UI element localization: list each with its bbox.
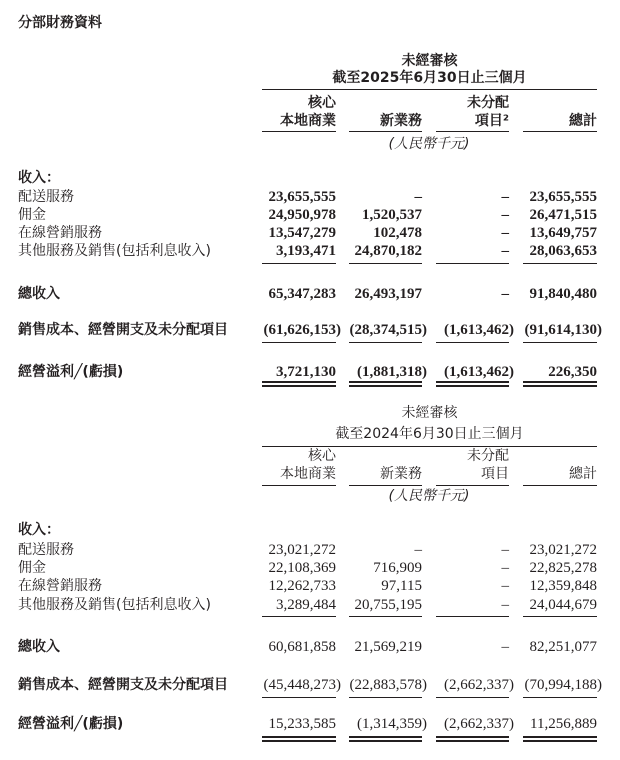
total-double-underline <box>436 381 509 387</box>
revenue-row-value: 22,108,369 <box>268 560 336 576</box>
total-revenue-row-value: 21,569,219 <box>354 639 422 655</box>
revenue-row-value: 26,471,515 <box>529 207 597 223</box>
revenue-row-value: – <box>414 189 422 205</box>
column-header-line1: 核心 <box>308 448 336 464</box>
column-header-line2: 新業務 <box>380 113 422 129</box>
total-revenue-row-value: – <box>501 639 509 655</box>
revenue-row-value: – <box>501 207 509 223</box>
revenue-row-value: 22,825,278 <box>529 560 597 576</box>
column-header-underline <box>436 485 509 486</box>
total-double-underline <box>262 736 336 742</box>
revenue-row-value: 23,021,272 <box>529 542 597 558</box>
subtotal-underline <box>436 616 509 617</box>
subtotal-underline <box>262 263 336 264</box>
operating-profit-row-value: 15,233,585 <box>268 716 336 732</box>
total-double-underline <box>523 736 597 742</box>
revenue-row-value: – <box>501 597 509 613</box>
revenue-row-value: 24,044,679 <box>529 597 597 613</box>
operating-profit-row-value: 11,256,889 <box>530 716 597 732</box>
costs-row-value: (22,883,578) <box>349 677 427 693</box>
operating-profit-row-value: 3,721,130 <box>276 364 336 380</box>
column-header-line1: 未分配 <box>467 95 509 111</box>
revenue-row-value: 12,262,733 <box>268 578 336 594</box>
subtotal-underline <box>349 616 422 617</box>
total-revenue-row-label: 總收入 <box>18 286 60 302</box>
operating-profit-row-value: 226,350 <box>548 364 597 380</box>
revenue-row-value: 24,870,182 <box>354 243 422 259</box>
column-header-line2: 本地商業 <box>280 466 336 482</box>
total-revenue-row-value: 82,251,077 <box>529 639 597 655</box>
revenue-heading: 收入： <box>18 522 60 538</box>
revenue-row-value: – <box>414 542 422 558</box>
costs-underline <box>262 342 336 343</box>
total-revenue-row-value: 65,347,283 <box>268 286 336 302</box>
total-double-underline <box>523 381 597 387</box>
total-revenue-row-value: – <box>501 286 509 302</box>
costs-row-value: (28,374,515) <box>349 322 427 338</box>
subtotal-underline <box>523 263 597 264</box>
column-header-line2: 項目 <box>481 466 509 482</box>
revenue-row-value: 13,547,279 <box>268 225 336 241</box>
revenue-row-label: 配送服務 <box>18 542 74 558</box>
revenue-row-label: 配送服務 <box>18 189 74 205</box>
costs-row-value: (1,613,462) <box>444 322 514 338</box>
costs-row-label: 銷售成本、經營開支及未分配項目 <box>18 677 228 693</box>
revenue-row-value: 24,950,978 <box>268 207 336 223</box>
revenue-row-label: 在線營銷服務 <box>18 225 102 241</box>
revenue-row-value: – <box>501 542 509 558</box>
total-double-underline <box>349 381 422 387</box>
subtotal-underline <box>262 616 336 617</box>
column-header-line1: 核心 <box>308 95 336 111</box>
period-heading: 截至2024年6月30日止三個月 <box>335 426 524 442</box>
total-revenue-row-value: 60,681,858 <box>268 639 336 655</box>
column-header-underline <box>349 131 422 132</box>
costs-underline <box>523 697 597 698</box>
revenue-row-value: 3,193,471 <box>276 243 336 259</box>
total-double-underline <box>262 381 336 387</box>
column-header-line2: 新業務 <box>380 466 422 482</box>
revenue-row-value: 102,478 <box>373 225 422 241</box>
costs-row-value: (70,994,188) <box>524 677 602 693</box>
revenue-row-value: 97,115 <box>381 578 422 594</box>
operating-profit-row-value: (2,662,337) <box>444 716 514 732</box>
column-header-line2: 項目² <box>474 113 509 129</box>
subtotal-underline <box>436 263 509 264</box>
column-header-line1: 未分配 <box>467 448 509 464</box>
currency-unit: (人民幣千元) <box>388 488 470 504</box>
revenue-row-value: – <box>501 243 509 259</box>
header-rule <box>262 89 597 90</box>
operating-profit-row-value: (1,881,318) <box>357 364 427 380</box>
costs-underline <box>436 697 509 698</box>
currency-unit: (人民幣千元) <box>388 136 470 152</box>
revenue-row-value: 20,755,195 <box>354 597 422 613</box>
revenue-row-value: 3,289,484 <box>276 597 336 613</box>
revenue-row-label: 佣金 <box>18 560 46 576</box>
costs-row-value: (61,626,153) <box>263 322 341 338</box>
column-header-underline <box>523 131 597 132</box>
costs-underline <box>349 697 422 698</box>
page-title: 分部財務資料 <box>18 15 102 31</box>
operating-profit-row-label: 經營溢利╱(虧損) <box>18 716 124 732</box>
total-revenue-row-label: 總收入 <box>18 639 60 655</box>
revenue-row-value: – <box>501 578 509 594</box>
operating-profit-row-value: (1,613,462) <box>444 364 514 380</box>
costs-underline <box>349 342 422 343</box>
column-header-underline <box>262 485 336 486</box>
costs-underline <box>523 342 597 343</box>
audit-status: 未經審核 <box>401 53 458 69</box>
column-header-underline <box>349 485 422 486</box>
revenue-row-label: 佣金 <box>18 207 46 223</box>
revenue-row-value: 28,063,653 <box>529 243 597 259</box>
revenue-row-value: 1,520,537 <box>362 207 422 223</box>
revenue-row-value: 716,909 <box>373 560 422 576</box>
revenue-row-value: 23,655,555 <box>529 189 597 205</box>
costs-row-value: (45,448,273) <box>263 677 341 693</box>
revenue-row-label: 其他服務及銷售(包括利息收入) <box>18 597 211 613</box>
total-double-underline <box>349 736 422 742</box>
subtotal-underline <box>349 263 422 264</box>
costs-underline <box>436 342 509 343</box>
operating-profit-row-value: (1,314,359) <box>357 716 427 732</box>
costs-row-label: 銷售成本、經營開支及未分配項目 <box>18 322 228 338</box>
audit-status: 未經審核 <box>401 405 458 421</box>
operating-profit-row-label: 經營溢利╱(虧損) <box>18 364 124 380</box>
revenue-row-value: – <box>501 189 509 205</box>
total-revenue-row-value: 26,493,197 <box>354 286 422 302</box>
column-header-underline <box>262 131 336 132</box>
revenue-row-label: 其他服務及銷售(包括利息收入) <box>18 243 211 259</box>
total-revenue-row-value: 91,840,480 <box>529 286 597 302</box>
column-header-line2: 總計 <box>569 466 597 482</box>
revenue-heading: 收入： <box>18 170 60 186</box>
revenue-row-value: 13,649,757 <box>529 225 597 241</box>
period-heading: 截至2025年6月30日止三個月 <box>332 70 527 86</box>
revenue-row-value: – <box>501 560 509 576</box>
total-double-underline <box>436 736 509 742</box>
revenue-row-value: 12,359,848 <box>529 578 597 594</box>
column-header-underline <box>523 485 597 486</box>
revenue-row-value: – <box>501 225 509 241</box>
column-header-line2: 本地商業 <box>280 113 336 129</box>
revenue-row-label: 在線營銷服務 <box>18 578 102 594</box>
column-header-underline <box>436 131 509 132</box>
costs-row-value: (2,662,337) <box>444 677 514 693</box>
column-header-line2: 總計 <box>569 113 597 129</box>
revenue-row-value: 23,021,272 <box>268 542 336 558</box>
costs-underline <box>262 697 336 698</box>
revenue-row-value: 23,655,555 <box>268 189 336 205</box>
costs-row-value: (91,614,130) <box>524 322 602 338</box>
subtotal-underline <box>523 616 597 617</box>
